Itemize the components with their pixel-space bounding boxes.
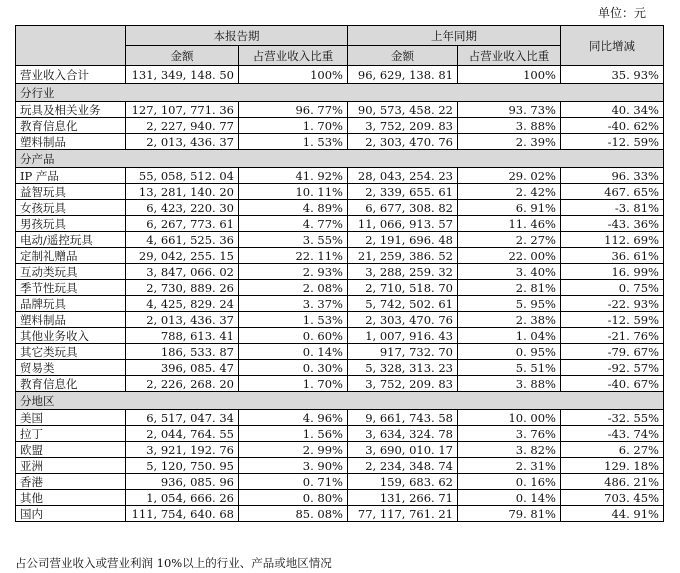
prior-ratio: 0. 95% (458, 344, 561, 360)
table-row (16, 216, 664, 232)
current-ratio: 96. 77% (239, 102, 348, 118)
total-row (16, 66, 664, 84)
yoy-change: 0. 75% (561, 280, 664, 296)
row-name: 品牌玩具 (16, 296, 126, 312)
prior-amount: 28, 043, 254. 23 (348, 168, 458, 184)
section-header-row (16, 392, 664, 410)
current-ratio: 22. 11% (239, 248, 348, 264)
current-ratio: 41. 92% (239, 168, 348, 184)
row-name: 塑料制品 (16, 134, 126, 150)
yoy-change: 703. 45% (561, 490, 664, 506)
row-name: IP 产品 (16, 168, 126, 184)
current-ratio: 1. 70% (239, 376, 348, 392)
prior-amount: 90, 573, 458. 22 (348, 102, 458, 118)
yoy-change: -40. 62% (561, 118, 664, 134)
table-row (16, 506, 664, 522)
current-amount: 2, 013, 436. 37 (126, 312, 239, 328)
section-title: 分行业 (16, 84, 664, 102)
table-row (16, 184, 664, 200)
current-amount: 2, 227, 940. 77 (126, 118, 239, 134)
prior-amount: 3, 752, 209. 83 (348, 376, 458, 392)
current-amount: 13, 281, 140. 20 (126, 184, 239, 200)
table-row (16, 410, 664, 426)
current-ratio: 0. 80% (239, 490, 348, 506)
prior-ratio: 2. 27% (458, 232, 561, 248)
prior-amount: 3, 752, 209. 83 (348, 118, 458, 134)
current-amount: 2, 226, 268. 20 (126, 376, 239, 392)
prior-ratio: 3. 82% (458, 442, 561, 458)
row-name: 亚洲 (16, 458, 126, 474)
footnote: 占公司营业收入或营业利润 10%以上的行业、产品或地区情况 (15, 556, 332, 570)
current-amount: 4, 661, 525. 36 (126, 232, 239, 248)
prior-amount: 2, 303, 470. 76 (348, 312, 458, 328)
yoy-change: 36. 61% (561, 248, 664, 264)
current-ratio: 3. 55% (239, 232, 348, 248)
prior-amount: 6, 677, 308. 82 (348, 200, 458, 216)
row-name: 贸易类 (16, 360, 126, 376)
row-name: 互动类玩具 (16, 264, 126, 280)
prior-amount: 96, 629, 138. 81 (348, 66, 458, 84)
prior-amount: 2, 303, 470. 76 (348, 134, 458, 150)
current-amount: 127, 107, 771. 36 (126, 102, 239, 118)
prior-amount: 5, 742, 502. 61 (348, 296, 458, 312)
yoy-change: 40. 34% (561, 102, 664, 118)
prior-ratio: 5. 51% (458, 360, 561, 376)
unit-label: 单位：元 (597, 6, 646, 20)
current-amount: 6, 423, 220. 30 (126, 200, 239, 216)
prior-ratio: 11. 46% (458, 216, 561, 232)
row-name: 定制礼赠品 (16, 248, 126, 264)
current-ratio: 1. 56% (239, 426, 348, 442)
section-header-row (16, 150, 664, 168)
row-name: 男孩玩具 (16, 216, 126, 232)
row-name: 香港 (16, 474, 126, 490)
current-ratio: 100% (239, 66, 348, 84)
prior-ratio: 2. 42% (458, 184, 561, 200)
yoy-change: -22. 93% (561, 296, 664, 312)
yoy-change: 44. 91% (561, 506, 664, 522)
corner-header-cell (16, 26, 126, 66)
current-ratio: 10. 11% (239, 184, 348, 200)
yoy-change: 112. 69% (561, 232, 664, 248)
row-name: 女孩玩具 (16, 200, 126, 216)
table-row (16, 458, 664, 474)
current-ratio: 2. 08% (239, 280, 348, 296)
prior-ratio: 22. 00% (458, 248, 561, 264)
prior-amount: 5, 328, 313. 23 (348, 360, 458, 376)
current-ratio: 4. 77% (239, 216, 348, 232)
section-title: 分产品 (16, 150, 664, 168)
current-amount: 111, 754, 640. 68 (126, 506, 239, 522)
prior-ratio: 29. 02% (458, 168, 561, 184)
row-name: 其他业务收入 (16, 328, 126, 344)
row-name: 塑料制品 (16, 312, 126, 328)
row-name: 益智玩具 (16, 184, 126, 200)
current-ratio: 1. 53% (239, 312, 348, 328)
row-name: 营业收入合计 (16, 66, 126, 84)
row-name: 其他 (16, 490, 126, 506)
yoy-change: -12. 59% (561, 134, 664, 150)
current-amount: 29, 042, 255. 15 (126, 248, 239, 264)
row-name: 教育信息化 (16, 118, 126, 134)
current-amount: 186, 533. 87 (126, 344, 239, 360)
current-ratio: 85. 08% (239, 506, 348, 522)
prior-ratio: 79. 81% (458, 506, 561, 522)
prior-ratio: 93. 73% (458, 102, 561, 118)
table-row (16, 134, 664, 150)
yoy-header: 同比增减 (561, 26, 664, 66)
current-amount: 1, 054, 666. 26 (126, 490, 239, 506)
current-ratio: 4. 89% (239, 200, 348, 216)
section-title: 分地区 (16, 392, 664, 410)
current-amount: 936, 085. 96 (126, 474, 239, 490)
table-row (16, 376, 664, 392)
current-amount: 6, 517, 047. 34 (126, 410, 239, 426)
prior-amount: 2, 710, 518. 70 (348, 280, 458, 296)
prior-ratio: 1. 04% (458, 328, 561, 344)
current-ratio: 0. 60% (239, 328, 348, 344)
table-row (16, 312, 664, 328)
yoy-change: -3. 81% (561, 200, 664, 216)
prior-amount: 9, 661, 743. 58 (348, 410, 458, 426)
current-amount-header: 金额 (126, 46, 239, 66)
prior-ratio: 0. 16% (458, 474, 561, 490)
prior-amount: 2, 234, 348. 74 (348, 458, 458, 474)
prior-amount: 21, 259, 386. 52 (348, 248, 458, 264)
yoy-change: -79. 67% (561, 344, 664, 360)
current-ratio-header: 占营业收入比重 (239, 46, 348, 66)
row-name: 国内 (16, 506, 126, 522)
row-name: 美国 (16, 410, 126, 426)
prior-ratio: 2. 38% (458, 312, 561, 328)
table-row (16, 264, 664, 280)
current-amount: 2, 730, 889. 26 (126, 280, 239, 296)
prior-ratio: 3. 40% (458, 264, 561, 280)
prior-amount: 3, 288, 259. 32 (348, 264, 458, 280)
table-row (16, 102, 664, 118)
row-name: 玩具及相关业务 (16, 102, 126, 118)
prior-amount: 77, 117, 761. 21 (348, 506, 458, 522)
yoy-change: -40. 67% (561, 376, 664, 392)
prior-ratio: 3. 88% (458, 376, 561, 392)
prior-amount: 159, 683. 62 (348, 474, 458, 490)
prior-ratio-header: 占营业收入比重 (458, 46, 561, 66)
yoy-change: -32. 55% (561, 410, 664, 426)
table-row (16, 328, 664, 344)
table-row (16, 118, 664, 134)
section-header-row (16, 84, 664, 102)
row-name: 电动/遥控玩具 (16, 232, 126, 248)
current-ratio: 4. 96% (239, 410, 348, 426)
current-ratio: 1. 70% (239, 118, 348, 134)
yoy-change: 129. 18% (561, 458, 664, 474)
prior-amount: 917, 732. 70 (348, 344, 458, 360)
prior-ratio: 3. 88% (458, 118, 561, 134)
yoy-change: 96. 33% (561, 168, 664, 184)
table-row (16, 280, 664, 296)
yoy-change: 6. 27% (561, 442, 664, 458)
current-amount: 3, 921, 192. 76 (126, 442, 239, 458)
prior-amount: 3, 634, 324. 78 (348, 426, 458, 442)
prior-ratio: 100% (458, 66, 561, 84)
current-amount: 4, 425, 829. 24 (126, 296, 239, 312)
current-amount: 6, 267, 773. 61 (126, 216, 239, 232)
prior-amount: 2, 339, 655. 61 (348, 184, 458, 200)
table-row (16, 248, 664, 264)
prior-ratio: 2. 39% (458, 134, 561, 150)
table-row (16, 296, 664, 312)
table-row (16, 442, 664, 458)
current-ratio: 0. 30% (239, 360, 348, 376)
current-amount: 55, 058, 512. 04 (126, 168, 239, 184)
current-ratio: 2. 99% (239, 442, 348, 458)
yoy-change: -92. 57% (561, 360, 664, 376)
prior-period-header: 上年同期 (348, 26, 561, 46)
row-name: 季节性玩具 (16, 280, 126, 296)
current-ratio: 2. 93% (239, 264, 348, 280)
current-amount: 2, 044, 764. 55 (126, 426, 239, 442)
prior-amount: 3, 690, 010. 17 (348, 442, 458, 458)
yoy-change: 467. 65% (561, 184, 664, 200)
prior-amount-header: 金额 (348, 46, 458, 66)
table-row (16, 360, 664, 376)
current-amount: 131, 349, 148. 50 (126, 66, 239, 84)
prior-ratio: 2. 31% (458, 458, 561, 474)
table-row (16, 168, 664, 184)
yoy-change: -43. 36% (561, 216, 664, 232)
prior-ratio: 10. 00% (458, 410, 561, 426)
table-row (16, 490, 664, 506)
prior-amount: 1, 007, 916. 43 (348, 328, 458, 344)
yoy-change: -21. 76% (561, 328, 664, 344)
yoy-change: 35. 93% (561, 66, 664, 84)
row-name: 欧盟 (16, 442, 126, 458)
current-amount: 5, 120, 750. 95 (126, 458, 239, 474)
row-name: 拉丁 (16, 426, 126, 442)
current-ratio: 3. 90% (239, 458, 348, 474)
row-name: 教育信息化 (16, 376, 126, 392)
prior-ratio: 5. 95% (458, 296, 561, 312)
prior-ratio: 6. 91% (458, 200, 561, 216)
yoy-change: -43. 74% (561, 426, 664, 442)
table-row (16, 426, 664, 442)
current-ratio: 3. 37% (239, 296, 348, 312)
table-row (16, 474, 664, 490)
row-name: 其它类玩具 (16, 344, 126, 360)
table-row (16, 200, 664, 216)
current-amount: 788, 613. 41 (126, 328, 239, 344)
current-amount: 396, 085. 47 (126, 360, 239, 376)
prior-amount: 131, 266. 71 (348, 490, 458, 506)
prior-amount: 2, 191, 696. 48 (348, 232, 458, 248)
yoy-change: 16. 99% (561, 264, 664, 280)
current-amount: 2, 013, 436. 37 (126, 134, 239, 150)
table-row (16, 344, 664, 360)
current-ratio: 1. 53% (239, 134, 348, 150)
table-row (16, 232, 664, 248)
current-ratio: 0. 71% (239, 474, 348, 490)
current-ratio: 0. 14% (239, 344, 348, 360)
current-amount: 3, 847, 066. 02 (126, 264, 239, 280)
revenue-table (15, 25, 664, 522)
current-period-header: 本报告期 (126, 26, 348, 46)
prior-amount: 11, 066, 913. 57 (348, 216, 458, 232)
prior-ratio: 0. 14% (458, 490, 561, 506)
prior-ratio: 3. 76% (458, 426, 561, 442)
yoy-change: 486. 21% (561, 474, 664, 490)
prior-ratio: 2. 81% (458, 280, 561, 296)
yoy-change: -12. 59% (561, 312, 664, 328)
